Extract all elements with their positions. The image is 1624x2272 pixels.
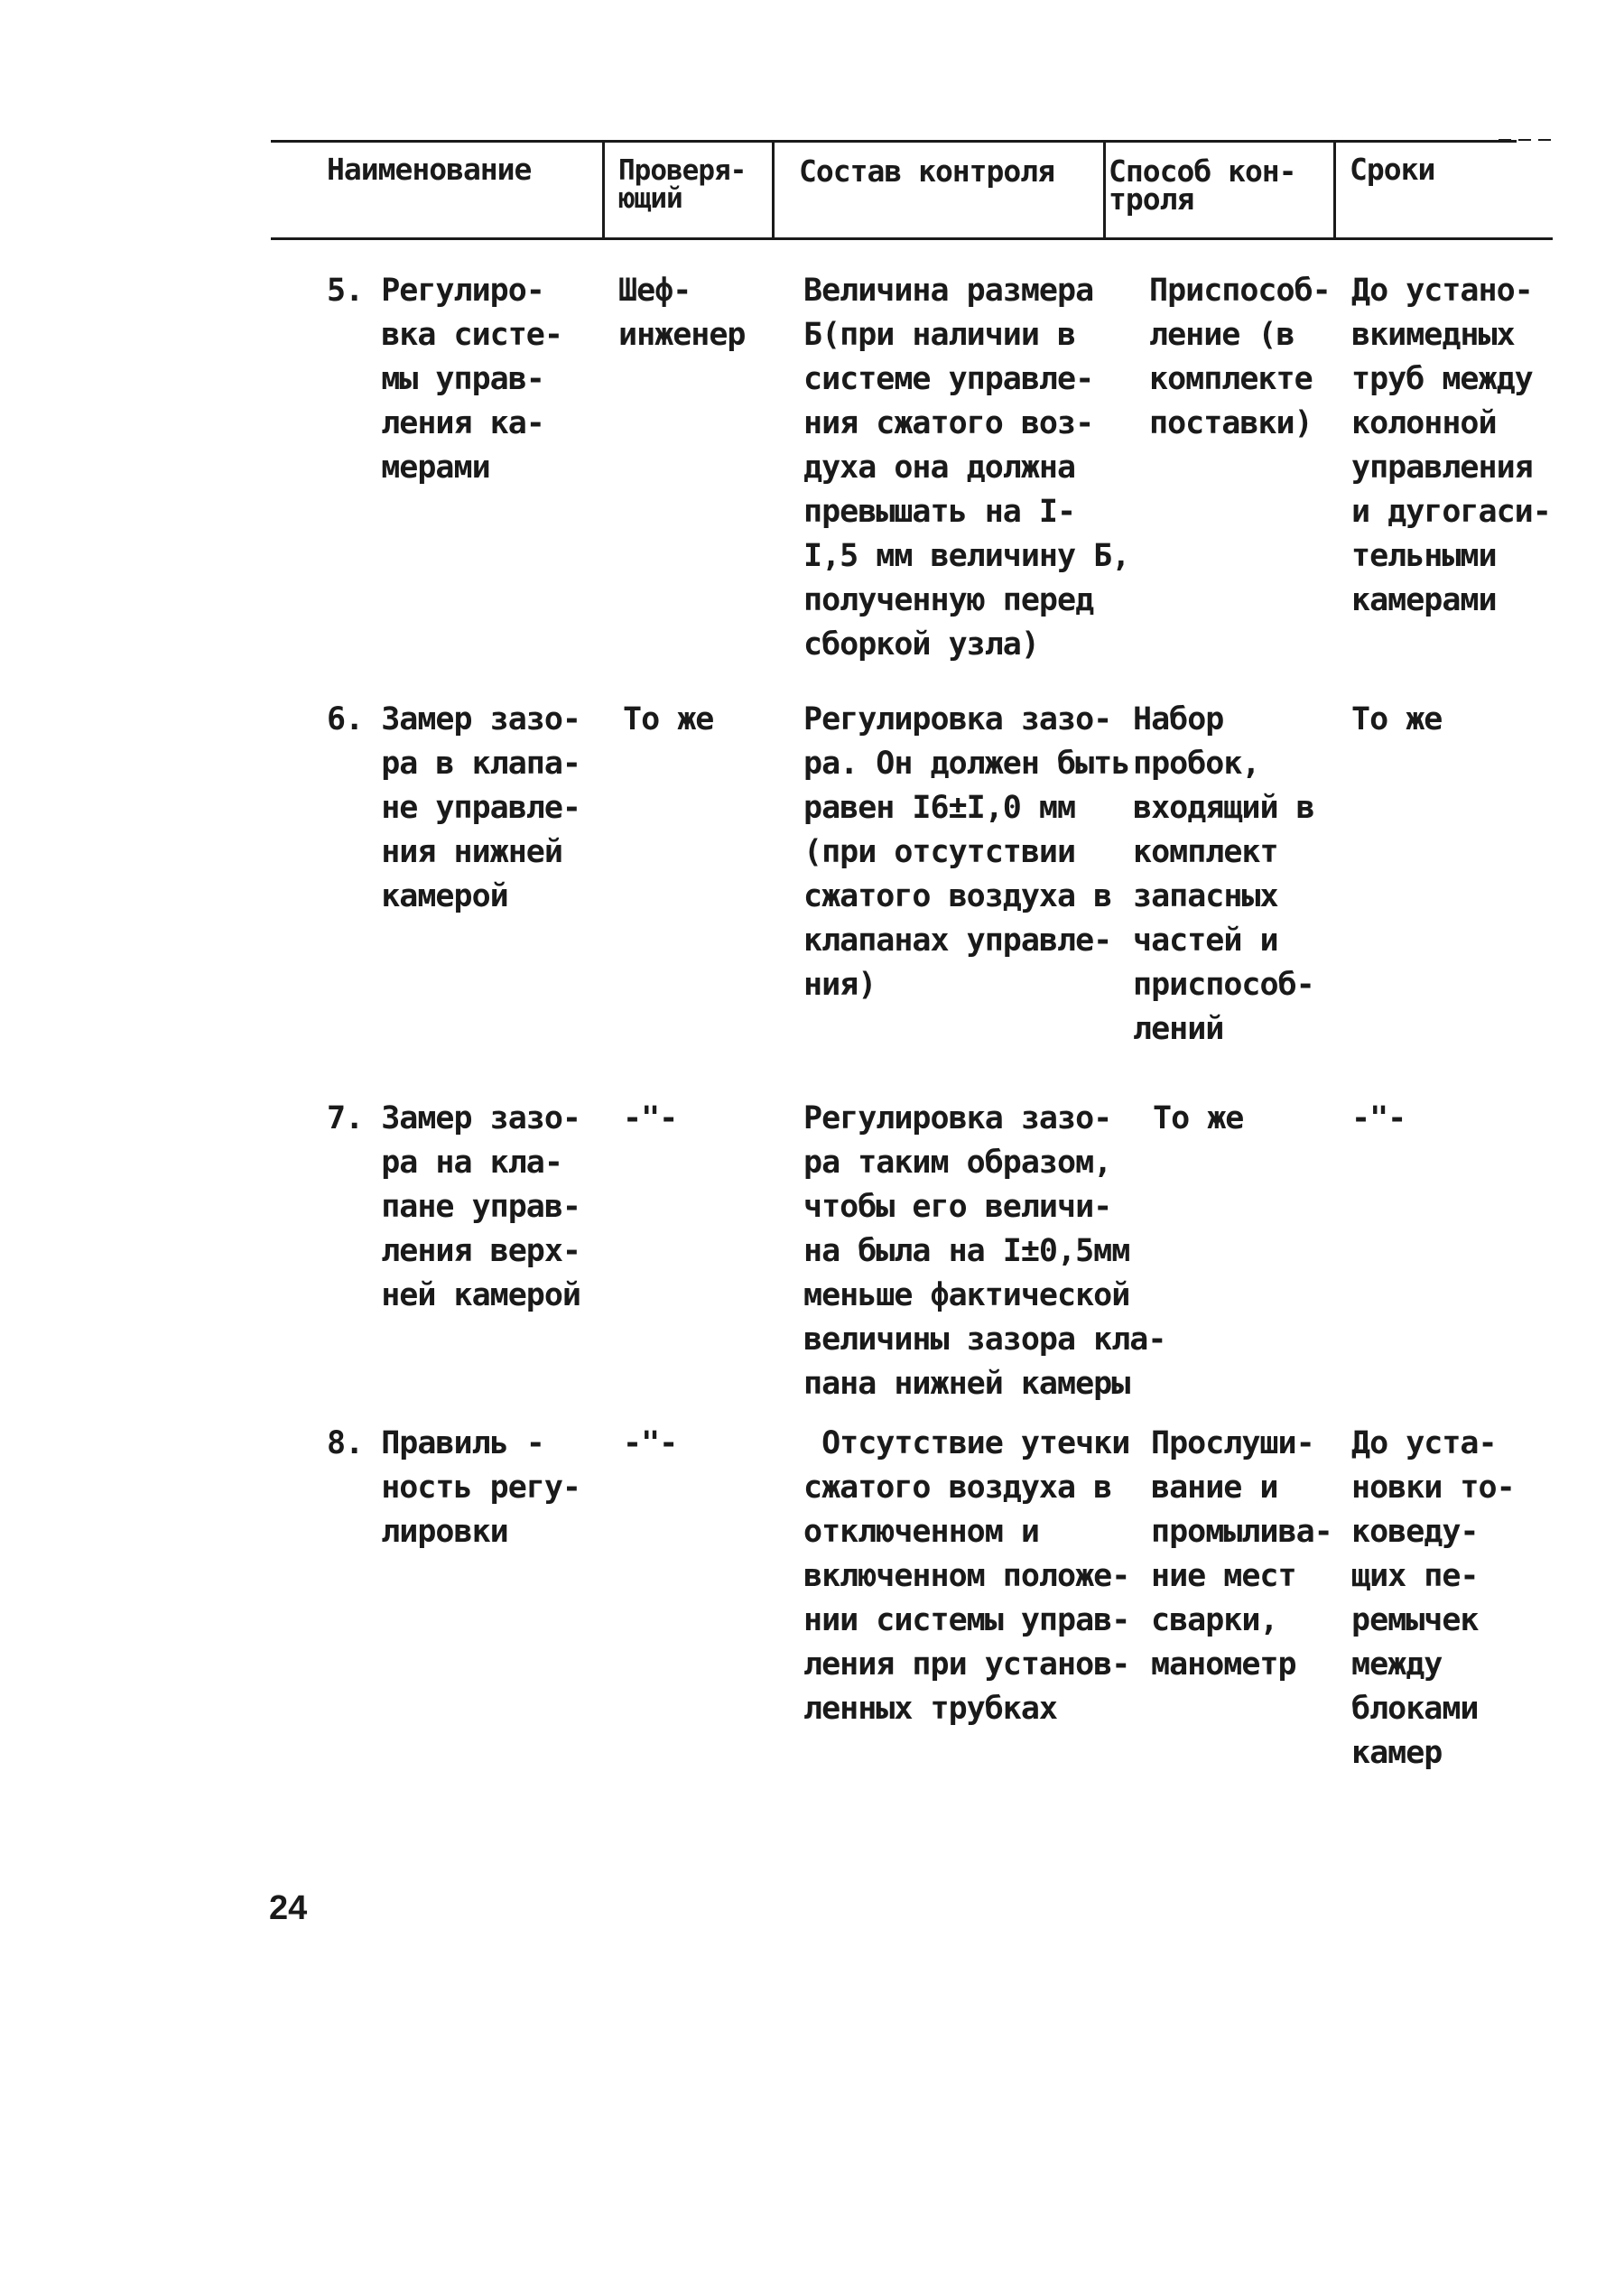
header-divider-3 <box>1103 142 1106 239</box>
row-6-checker: То же <box>623 701 714 737</box>
row-7-name: 7. Замер зазо- ра на кла- пане управ- ления верх- ней камерой <box>327 1100 581 1313</box>
row-7-content: Регулировка зазо- ра таким образом, чтобы его величи- на была на I±0,5мм меньше фактической величины зазора кла- пана нижней камеры <box>803 1100 1166 1402</box>
header-terms: Сроки <box>1350 152 1435 187</box>
header-divider-4 <box>1333 142 1336 239</box>
row-7-checker: -"- <box>623 1100 678 1136</box>
header-bottom-rule <box>271 237 1553 240</box>
header-content: Состав контроля <box>799 153 1055 189</box>
row-5-terms: До устано- вкимедных труб между колонной управления и дугогаси- тельными камерами <box>1351 273 1551 618</box>
page-number: 24 <box>269 1889 308 1927</box>
header-divider-2 <box>772 142 775 239</box>
header-name: Наименование <box>327 152 532 187</box>
header-checker: Проверя- ющий <box>618 154 747 215</box>
row-8-name: 8. Правиль - ность регу- лировки <box>327 1425 581 1550</box>
row-7-terms: -"- <box>1351 1100 1406 1136</box>
row-5-name: 5. Регулиро- вка систе- мы управ- ления ка- мерами <box>327 273 562 486</box>
header-method: Способ кон- троля <box>1109 153 1296 217</box>
row-8-method: Прослуши- вание и промыливa- ние мест сварки, манометр <box>1151 1425 1332 1683</box>
header-divider-1 <box>602 142 605 239</box>
row-8-terms: До уста- новки то- коведу- щих пе- ремычек между блоками камер <box>1351 1425 1515 1771</box>
row-6-method: Набор пробок, входящий в комплект запасных частей и приспособ- лений <box>1133 701 1314 1047</box>
row-6-terms: То же <box>1351 701 1443 737</box>
row-7-method: То же <box>1153 1100 1244 1136</box>
row-8-content: Отсутствие утечки сжатого воздуха в отключенном и включенном положе- нии системы управ- ления при установ- ленных трубках <box>803 1425 1130 1727</box>
row-5-method: Приспособ- ление (в комплекте поставки) <box>1149 273 1331 441</box>
row-8-checker: -"- <box>623 1425 678 1461</box>
row-6-content: Регулировка зазо- ра. Он должен быть равен I6±I,0 мм (при отсутствии сжатого воздуха в клапанах управле- ния) <box>803 701 1130 1003</box>
row-5-checker: Шеф- инженер <box>618 273 746 353</box>
table-top-rule <box>271 140 1517 143</box>
row-6-name: 6. Замер зазо- ра в клапа- не управле- ния нижней камерой <box>327 701 581 914</box>
row-5-content: Величина размера Б(при наличии в системе управле- ния сжатого воз- духа она должна превышать на I- I,5 мм величину Б, полученную перед сборкой узла) <box>803 273 1130 663</box>
table-top-rule-dashed-end <box>1499 139 1553 141</box>
